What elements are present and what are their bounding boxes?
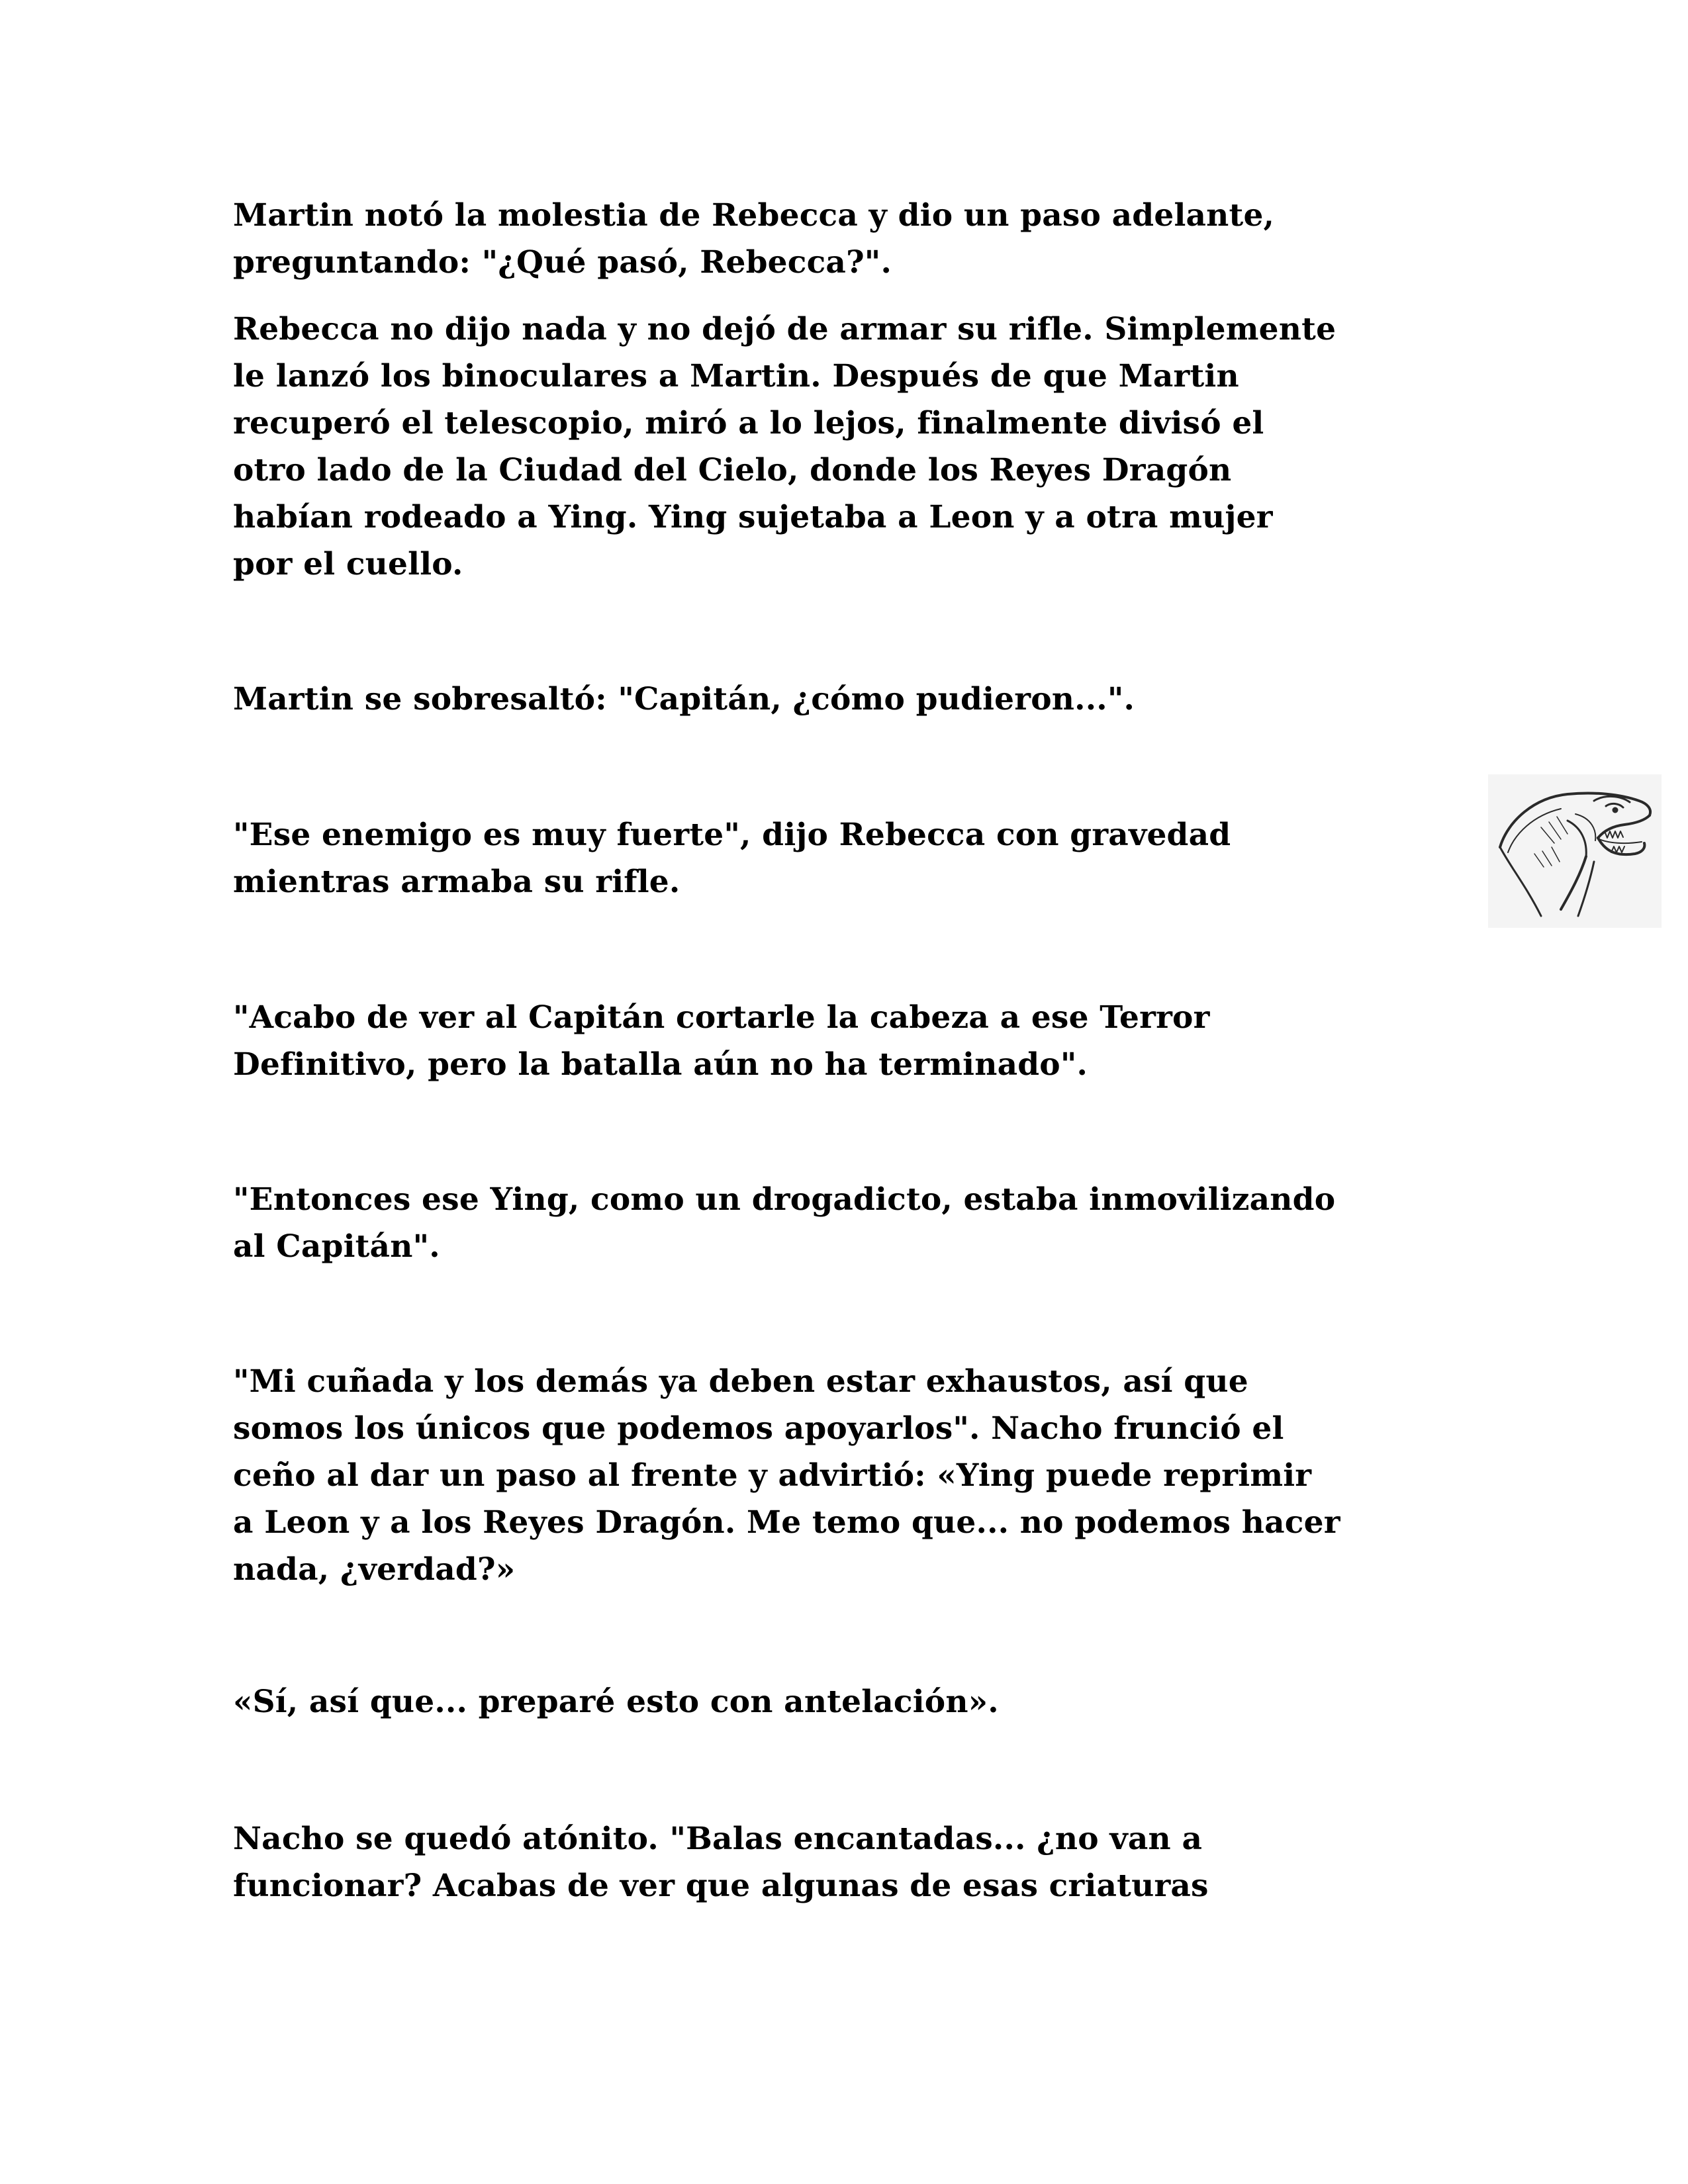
text-line: "Ese enemigo es muy fuerte", dijo Rebecca con gravedad (233, 817, 1231, 853)
text-line: "Acabo de ver al Capitán cortarle la cabeza a ese Terror (233, 999, 1210, 1036)
paragraph-6 (233, 1176, 1477, 1270)
text-line: «Sí, así que... preparé esto con antelación». (233, 1684, 999, 1720)
text-line: por el cuello. (233, 546, 463, 582)
text-line: "Entonces ese Ying, como un drogadicto, estaba inmovilizando (233, 1181, 1336, 1218)
text-line: somos los únicos que podemos apoyarlos". Nacho frunció el (233, 1410, 1284, 1447)
paragraph-4 (233, 811, 1477, 905)
text-line: "Mi cuñada y los demás ya deben estar exhaustos, así que (233, 1363, 1248, 1400)
text-line: al Capitán". (233, 1228, 440, 1265)
text-line: mientras armaba su rifle. (233, 864, 680, 900)
text-line: ceño al dar un paso al frente y advirtió: «Ying puede reprimir (233, 1457, 1312, 1494)
paragraph-8 (233, 1678, 1477, 1725)
paragraph-1 (233, 192, 1477, 286)
paragraph-5 (233, 994, 1477, 1088)
text-line: Rebecca no dijo nada y no dejó de armar su rifle. Simplemente (233, 311, 1336, 347)
dinosaur-sketch-icon (1488, 774, 1662, 928)
text-line: Nacho se quedó atónito. "Balas encantadas... ¿no van a (233, 1821, 1203, 1857)
text-line: otro lado de la Ciudad del Cielo, donde los Reyes Dragón (233, 452, 1232, 488)
text-line: Martin notó la molestia de Rebecca y dio un paso adelante, (233, 197, 1275, 234)
text-line: Martin se sobresaltó: "Capitán, ¿cómo pudieron...". (233, 681, 1135, 717)
paragraph-3 (233, 676, 1477, 723)
text-line: funcionar? Acabas de ver que algunas de esas criaturas (233, 1868, 1209, 1904)
paragraph-9 (233, 1815, 1477, 1909)
text-line: habían rodeado a Ying. Ying sujetaba a Leon y a otra mujer (233, 499, 1273, 535)
text-line: nada, ¿verdad?» (233, 1551, 516, 1588)
text-line: le lanzó los binoculares a Martin. Después de que Martin (233, 358, 1239, 394)
text-line: preguntando: "¿Qué pasó, Rebecca?". (233, 244, 892, 281)
text-line: recuperó el telescopio, miró a lo lejos, finalmente divisó el (233, 405, 1264, 441)
paragraph-2 (233, 306, 1477, 588)
text-line: Definitivo, pero la batalla aún no ha terminado". (233, 1046, 1088, 1083)
text-line: a Leon y a los Reyes Dragón. Me temo que... no podemos hacer (233, 1504, 1340, 1541)
paragraph-7 (233, 1358, 1477, 1593)
